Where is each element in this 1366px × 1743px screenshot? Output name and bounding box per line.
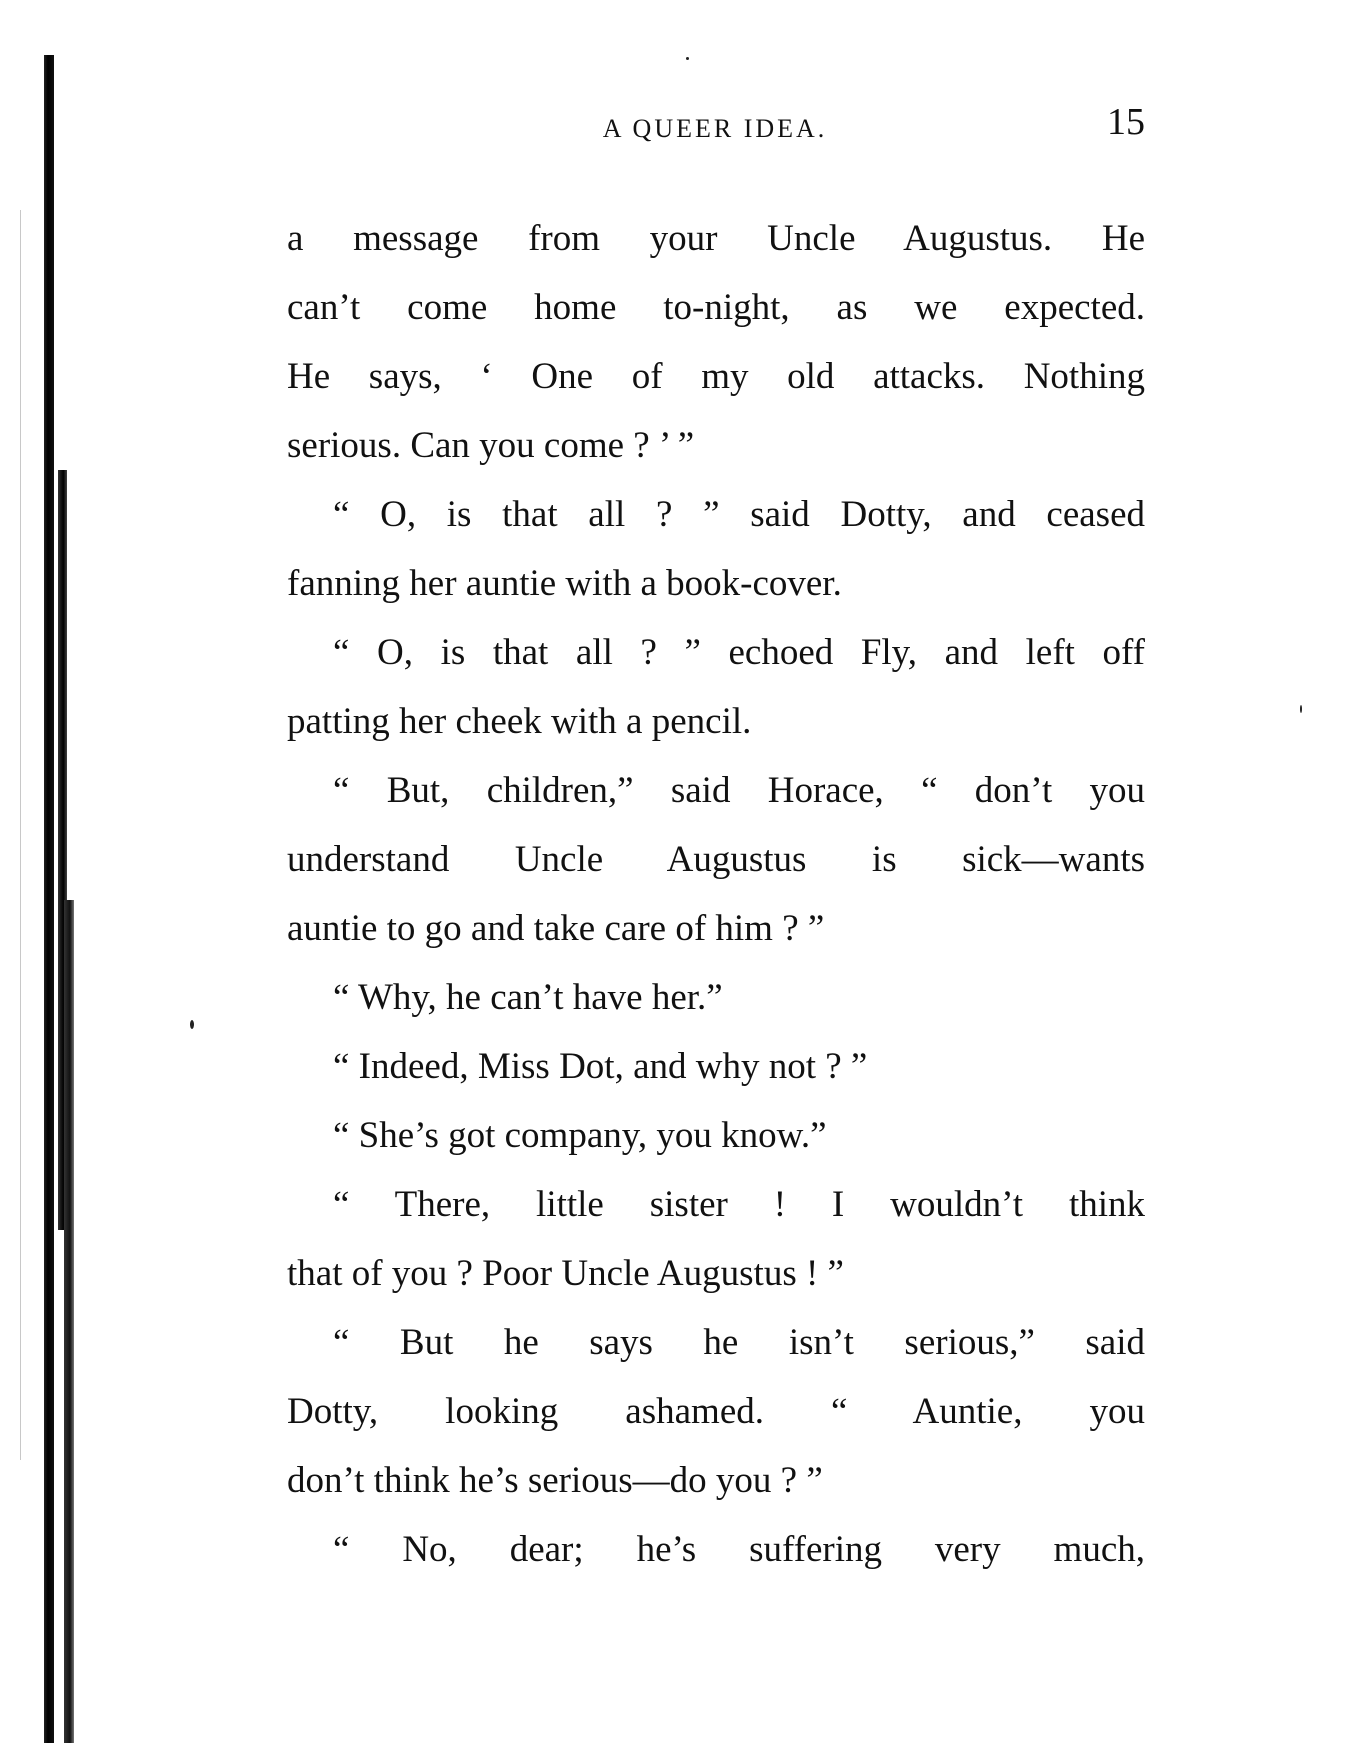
text-line: serious. Can you come ? ’ ” (287, 425, 695, 466)
text-line: “ O, is that all ? ” said Dotty, and ceased (333, 494, 1145, 535)
text-line: He says, ‘ One of my old attacks. Nothing (287, 356, 1145, 397)
text-line: “ But, children,” said Horace, “ don’t you (333, 770, 1145, 811)
binding-shadow-lower (64, 900, 74, 1743)
scan-speck (190, 1020, 194, 1029)
text-line: that of you ? Poor Uncle Augustus ! ” (287, 1253, 844, 1294)
scan-speck (686, 57, 689, 60)
binding-shadow (44, 55, 54, 1743)
text-line: patting her cheek with a pencil. (287, 701, 752, 742)
text-line: fanning her auntie with a book-cover. (287, 563, 842, 604)
text-line: “ Why, he can’t have her.” (333, 977, 723, 1018)
text-line: “ But he says he isn’t serious,” said (333, 1322, 1145, 1363)
text-line: “ No, dear; he’s suffering very much, (333, 1529, 1145, 1570)
text-line: can’t come home to-night, as we expected. (287, 287, 1145, 328)
page-number: 15 (1107, 101, 1145, 143)
running-head-title: A QUEER IDEA. (602, 114, 828, 143)
text-line: auntie to go and take care of him ? ” (287, 908, 825, 949)
text-line: “ O, is that all ? ” echoed Fly, and left off (333, 632, 1145, 673)
text-line: don’t think he’s serious—do you ? ” (287, 1460, 823, 1501)
text-line: a message from your Uncle Augustus. He (287, 218, 1145, 259)
body-text (287, 204, 1145, 1584)
scan-edge-faint-line (20, 210, 21, 1460)
running-head (285, 100, 1145, 150)
text-line: “ Indeed, Miss Dot, and why not ? ” (333, 1046, 868, 1087)
text-line: understand Uncle Augustus is sick—wants (287, 839, 1145, 880)
text-line: Dotty, looking ashamed. “ Auntie, you (287, 1391, 1145, 1432)
text-line: “ She’s got company, you know.” (333, 1115, 827, 1156)
text-line: “ There, little sister ! I wouldn’t think (333, 1184, 1145, 1225)
scan-speck (1300, 705, 1302, 713)
